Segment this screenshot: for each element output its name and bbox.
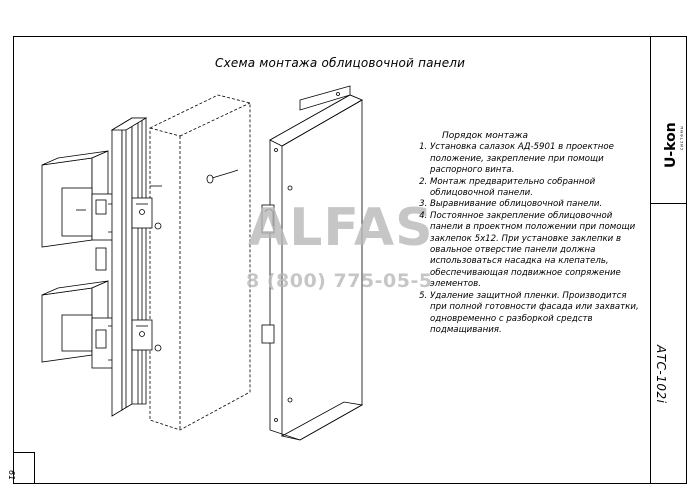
instructions-heading: Порядок монтажа [442,131,528,141]
slider-bottom [132,320,161,351]
watermark-phone: 8 (800) 775-05-5 [246,270,433,292]
page-number: 61 [7,470,16,481]
instruction-step: 1. Установка салазок АД-5901 в проектное положение, закрепление при помощи распорного винта. [430,142,644,176]
instruction-step: 2. Монтаж предварительно собранной облицовочной панели. [430,177,644,200]
installation-instructions [414,131,644,336]
drawing-title: Схема монтажа облицовочной панели [215,56,466,70]
watermark-brand: ALFAS [248,198,434,258]
rivet [207,170,238,183]
document-code: АТС-102i [654,345,668,404]
vertical-profile [112,118,146,416]
logo-text: U-kon [663,122,679,168]
instruction-step: 5. Удаление защитной пленки. Производится при полной готовности фасада или захватки, одновременно с разборкой средств подмащивания. [430,291,644,337]
u-kon-logo [655,90,683,170]
instruction-step: 4. Постоянное закрепление облицовочной панели в проектном положении при помощи заклепок 5х12. При установке заклепки в овальное отверстие панели должна использоваться насадка на клепатель, обеспечивающая подвижное сопряжение элементов. [430,211,644,291]
logo-subtitle: системы [679,125,684,150]
panel-dashed-outline [150,95,250,430]
instructions-list [414,142,644,336]
sidebar-divider [650,203,687,204]
facing-panel [262,86,362,440]
page-number-box [13,452,35,484]
instruction-step: 3. Выравнивание облицовочной панели. [430,199,644,210]
